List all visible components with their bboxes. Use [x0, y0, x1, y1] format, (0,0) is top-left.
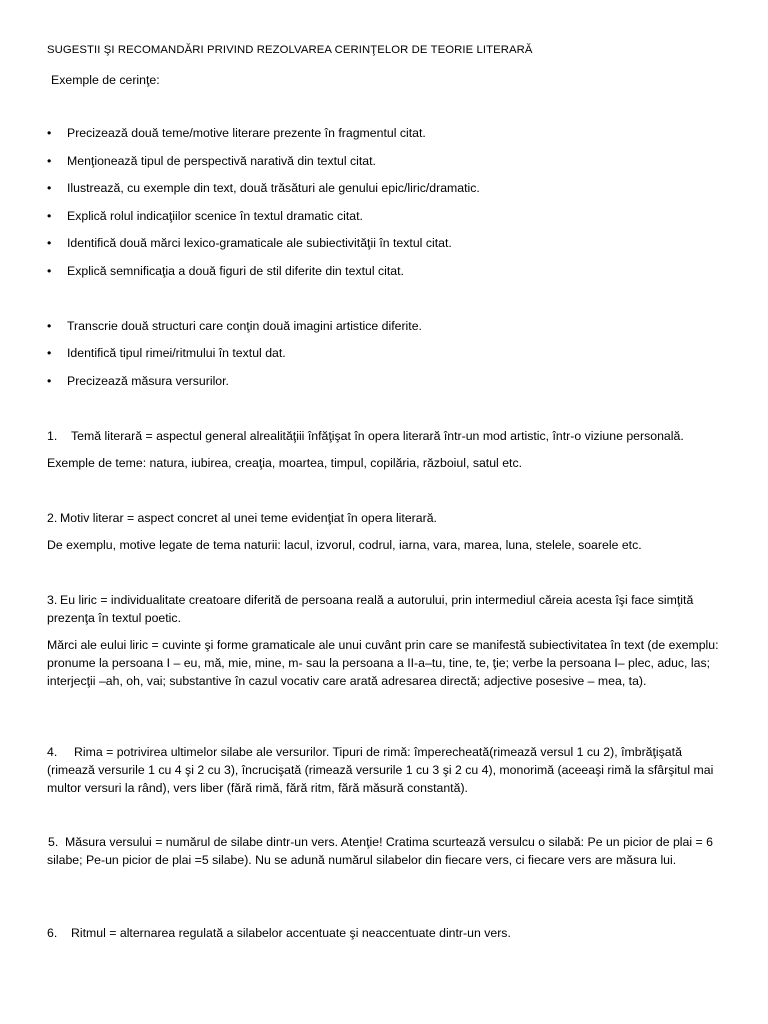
section-text [47, 833, 727, 869]
section-body: Măsura versului = numărul de silabe dintr-un vers. Atenţie! Cratima scurtează versulcu o silabă: Pe un picior de plai = 6 silabe; Pe-un picior de plai =5 silabe). Nu se adună numărul silabelor din fiecare vers, ci fiecare vers are măsura lui. [47, 835, 713, 867]
section-text [47, 924, 727, 942]
section-number: 1. [47, 429, 58, 443]
bullet-icon: • [47, 374, 52, 388]
list-item-text: Precizează măsura versurilor. [67, 374, 229, 388]
list-item-text: Ilustrează, cu exemple din text, două trăsături ale genului epic/liric/dramatic. [67, 181, 480, 195]
bullet-icon: • [47, 181, 52, 195]
section-text [47, 509, 727, 527]
list-item-text: Transcrie două structuri care conţin două imagini artistice diferite. [67, 319, 422, 333]
definition-section-6 [47, 924, 727, 942]
bullet-icon: • [47, 209, 52, 223]
section-body: Ritmul = alternarea regulată a silabelor accentuate şi neaccentuate dintr-un vers. [71, 926, 511, 940]
section-number: 6. [47, 926, 58, 940]
section-text [47, 743, 727, 797]
bullet-icon: • [47, 319, 52, 333]
section-number: 3. [47, 593, 58, 607]
list-item-text: Explică rolul indicaţiilor scenice în textul dramatic citat. [67, 209, 363, 223]
document-subtitle: Exemple de cerinţe: [51, 73, 160, 87]
list-item-text: Explică semnificaţia a două figuri de stil diferite din textul citat. [67, 264, 404, 278]
section-extra: De exemplu, motive legate de tema naturii: lacul, izvorul, codrul, iarna, vara, marea, luna, stelele, soarele etc. [47, 538, 642, 552]
list-item-text: Menţionează tipul de perspectivă narativă din textul citat. [67, 154, 376, 168]
section-extra: Exemple de teme: natura, iubirea, creaţia, moartea, timpul, copilăria, războiul, satul etc. [47, 456, 523, 470]
definition-section-4 [47, 743, 727, 797]
section-body: Motiv literar = aspect concret al unei teme evidenţiat în opera literară. [60, 511, 437, 525]
section-number: 4. [47, 745, 58, 759]
section-number: 5. [48, 835, 59, 849]
section-number: 2. [47, 511, 58, 525]
bullet-icon: • [47, 236, 52, 250]
definition-section-2 [47, 509, 727, 554]
list-item-text: Identifică două mărci lexico-gramaticale ale subiectivităţii în textul citat. [67, 236, 452, 250]
bullet-icon: • [47, 264, 52, 278]
section-text [47, 427, 727, 445]
bullet-icon: • [47, 346, 52, 360]
section-body: Rima = potrivirea ultimelor silabe ale versurilor. Tipuri de rimă: împerecheată(rimează versul 1 cu 2), îmbrăţişată (rimează versurile 1 cu 4 şi 2 cu 3), încrucişată (rimează versurile 1 cu 3 şi 2 cu 4), monorimă (aceeaşi rimă la sfârşitul mai multor versuri la rând), vers liber (fără rimă, fără ritm, fără măsură constantă). [47, 745, 714, 795]
document-title: SUGESTII ŞI RECOMANDĂRI PRIVIND REZOLVAREA CERINŢELOR DE TEORIE LITERARĂ [47, 44, 533, 56]
definition-section-3 [47, 591, 727, 690]
definition-section-1 [47, 427, 727, 472]
list-item-text: Precizează două teme/motive literare prezente în fragmentul citat. [67, 126, 426, 140]
section-text [47, 591, 727, 627]
section-body: Eu liric = individualitate creatoare diferită de persoana reală a autorului, prin intermediul căreia acesta îşi face simţită prezenţa în textul poetic. [47, 593, 694, 625]
definition-section-5 [47, 833, 727, 869]
bullet-icon: • [47, 154, 52, 168]
section-body: Temă literară = aspectul general alrealităţiii înfăţişat în opera literară într-un mod artistic, într-o viziune personală. [71, 429, 684, 443]
bullet-icon: • [47, 126, 52, 140]
section-extra: Mărci ale eului liric = cuvinte şi forme gramaticale ale unui cuvânt prin care se manifestă subiectivitatea în text (de exemplu: pronume la persoana I – eu, mă, mie, mine, m- sau la persoana a II-a–tu, tine, te, ţie; verbe la persoana I– plec, aduc, las; interjecţii –ah, oh, vai; substantive în cazul vocativ care arată adresarea directă; adjective posesive – mea, ta). [47, 638, 719, 688]
list-item-text: Identifică tipul rimei/ritmului în textul dat. [67, 346, 286, 360]
